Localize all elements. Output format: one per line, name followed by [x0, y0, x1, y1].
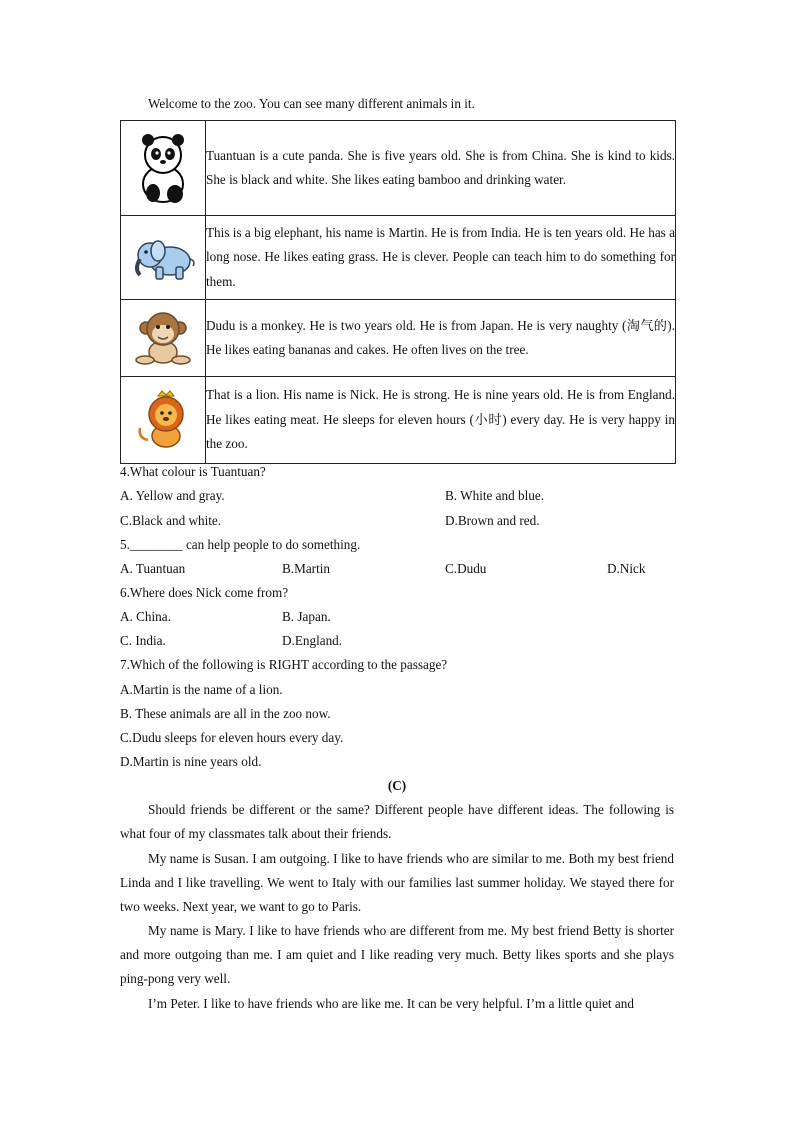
q6-option-a[interactable]: A. China.: [120, 609, 171, 624]
q5-option-d[interactable]: D.Nick: [607, 561, 646, 576]
question-4-stem: 4.What colour is Tuantuan?: [120, 464, 266, 479]
q4-option-d[interactable]: D.Brown and red.: [445, 513, 540, 528]
q6-option-b[interactable]: B. Japan.: [282, 609, 331, 624]
table-row: [121, 377, 676, 464]
lion-description: That is a lion. His name is Nick. He is strong. He is nine years old. He is from England. He likes eating meat. He sleeps for eleven hours (小时) every day. He is very happy in the zoo.: [206, 377, 676, 464]
section-c-paragraph-2: My name is Susan. I am outgoing. I like to have friends who are similar to me. Both my best friend Linda and I like travelling. We went to Italy with our families last summer holiday. We stayed there for two weeks. Next year, we want to go to Paris.: [120, 851, 674, 915]
q4-option-a[interactable]: A. Yellow and gray.: [120, 488, 225, 503]
elephant-description: This is a big elephant, his name is Martin. He is from India. He is ten years old. He has a long nose. He likes eating grass. He is clever. People can teach him to do something for them.: [206, 216, 676, 300]
lion-icon: [134, 390, 192, 450]
elephant-icon: [130, 233, 196, 283]
q7-option-b[interactable]: B. These animals are all in the zoo now.: [120, 706, 331, 721]
intro-text: Welcome to the zoo. You can see many different animals in it.: [148, 96, 475, 111]
q6-option-d[interactable]: D.England.: [282, 633, 343, 648]
q6-option-c[interactable]: C. India.: [120, 633, 166, 648]
q7-option-a[interactable]: A.Martin is the name of a lion.: [120, 682, 283, 697]
section-c-paragraph-4: I’m Peter. I like to have friends who are like me. It can be very helpful. I’m a little quiet and: [148, 996, 634, 1011]
q7-option-c[interactable]: C.Dudu sleeps for eleven hours every day.: [120, 730, 344, 745]
panda-icon: [133, 130, 193, 206]
monkey-description: Dudu is a monkey. He is two years old. He is from Japan. He is very naughty (淘气的). He likes eating bananas and cakes. He often lives on the tree.: [206, 300, 676, 377]
table-row: [121, 121, 676, 216]
question-7-stem: 7.Which of the following is RIGHT according to the passage?: [120, 657, 448, 672]
q5-option-b[interactable]: B.Martin: [282, 561, 330, 576]
section-c-heading: (C): [387, 778, 407, 793]
section-c-paragraph-1: Should friends be different or the same? Different people have different ideas. The following is what four of my classmates talk about their friends.: [120, 802, 674, 842]
question-5-stem: 5.________ can help people to do something.: [120, 537, 361, 552]
monkey-icon: [133, 310, 193, 366]
q5-option-a[interactable]: A. Tuantuan: [120, 561, 186, 576]
q4-option-c[interactable]: C.Black and white.: [120, 513, 222, 528]
elephant-image-cell: [121, 216, 206, 300]
question-6-stem: 6.Where does Nick come from?: [120, 585, 289, 600]
panda-image-cell: [121, 121, 206, 216]
q7-option-d[interactable]: D.Martin is nine years old.: [120, 754, 262, 769]
monkey-image-cell: [121, 300, 206, 377]
panda-description: Tuantuan is a cute panda. She is five years old. She is from China. She is kind to kids. She is black and white. She likes eating bamboo and drinking water.: [206, 121, 676, 216]
animal-table: [120, 120, 676, 464]
q4-option-b[interactable]: B. White and blue.: [445, 488, 545, 503]
lion-image-cell: [121, 377, 206, 464]
table-row: [121, 216, 676, 300]
section-c-paragraph-3: My name is Mary. I like to have friends who are different from me. My best friend Betty is shorter and more outgoing than me. I am quiet and I like reading very much. Betty likes sports and she plays ping-pong very well.: [120, 923, 674, 987]
table-row: [121, 300, 676, 377]
q5-option-c[interactable]: C.Dudu: [445, 561, 487, 576]
